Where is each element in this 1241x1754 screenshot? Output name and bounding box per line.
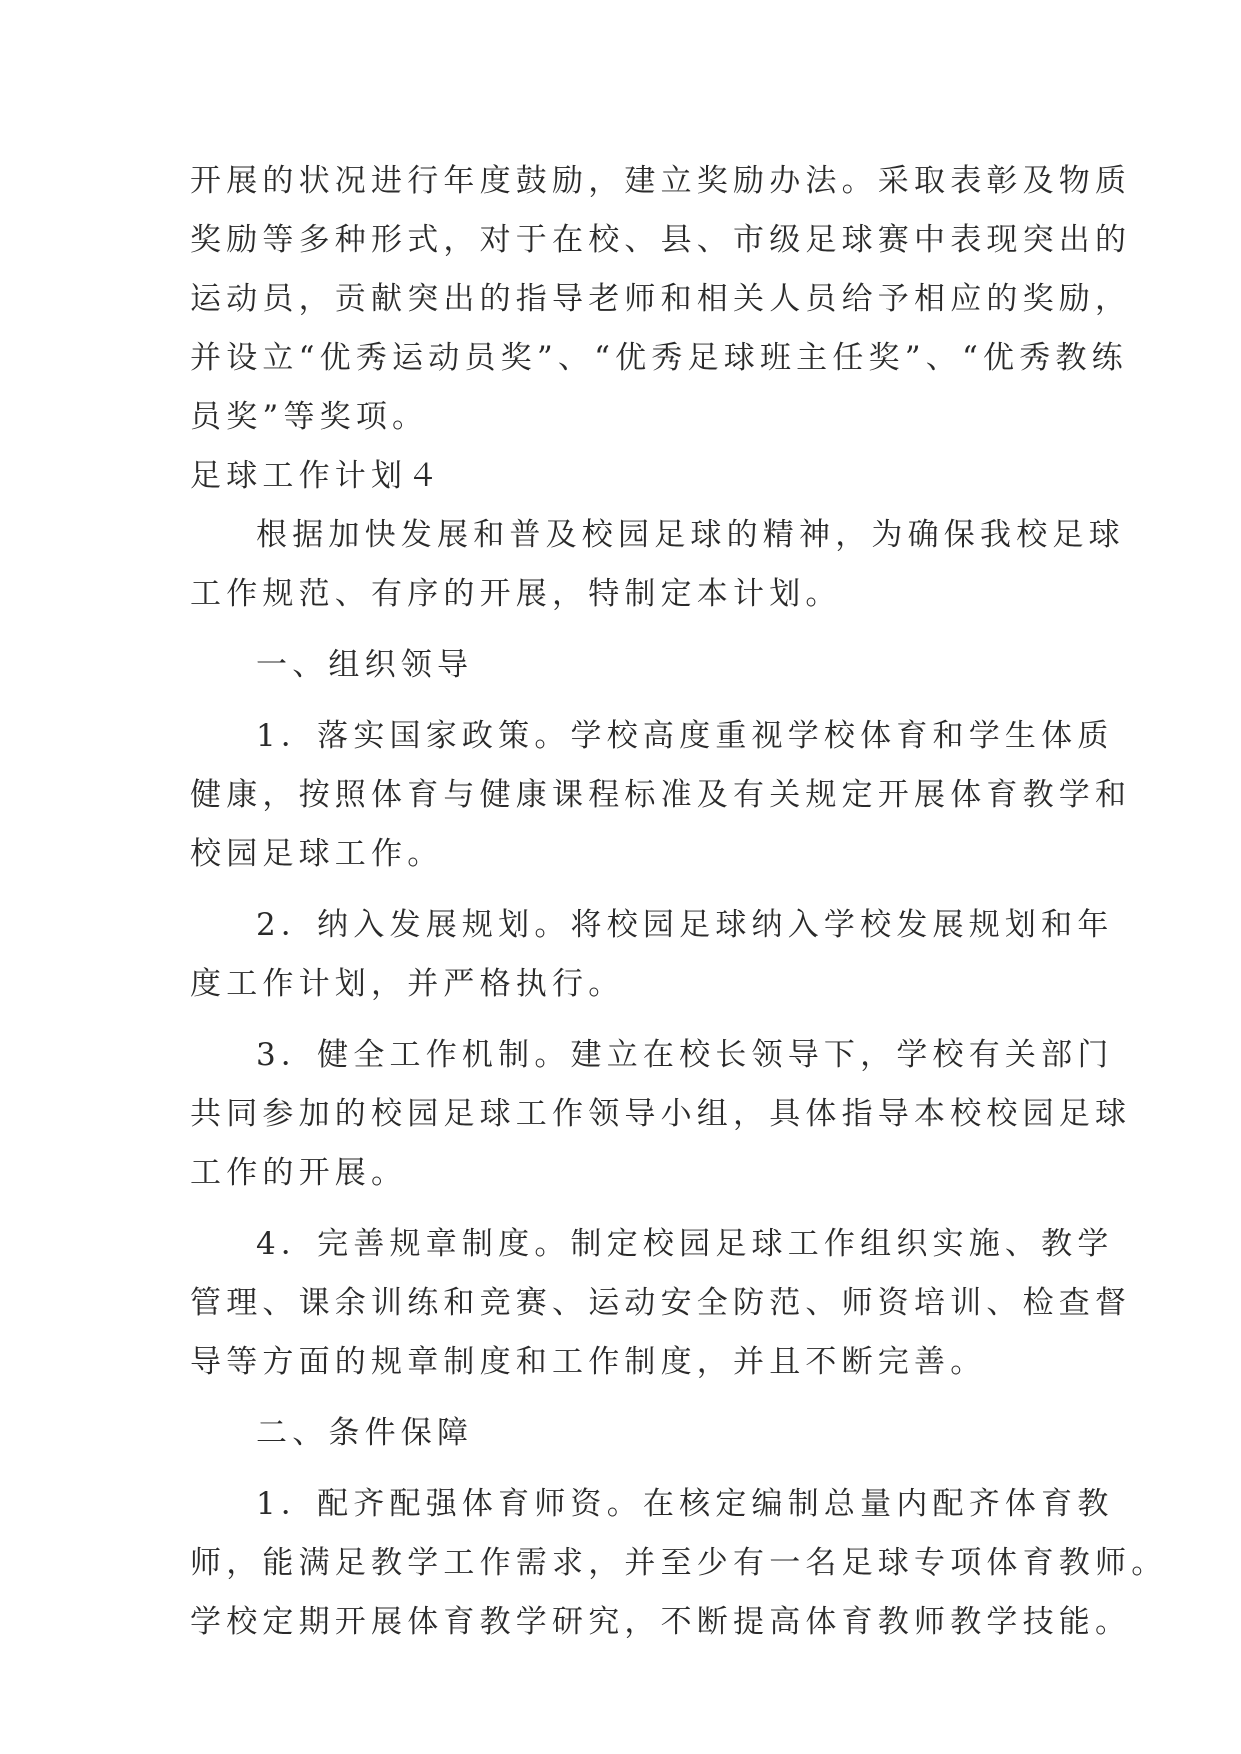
text-line: 3．健全工作机制。建立在校长领导下，学校有关部门: [256, 1037, 1114, 1073]
paragraph-item-4: [190, 1215, 1132, 1392]
paragraph-conditions-item-1: [190, 1475, 1168, 1652]
text-line: 校园足球工作。: [190, 836, 444, 872]
heading-conditions: [190, 1404, 1070, 1463]
section-title: 足球工作计划４: [190, 458, 444, 494]
text-line: 运动员，贡献突出的指导老师和相关人员给予相应的奖励，: [190, 281, 1132, 317]
text-line: 导等方面的规章制度和工作制度，并且不断完善。: [190, 1344, 987, 1380]
document-body: [190, 152, 1168, 1652]
text-line: 学校定期开展体育教学研究，不断提高体育教师教学技能。: [190, 1604, 1132, 1640]
text-line: 工作规范、有序的开展，特制定本计划。: [190, 576, 842, 612]
subheading: 一、组织领导: [256, 647, 474, 683]
paragraph-item-3: [190, 1026, 1132, 1203]
text-line: 员奖”等奖项。: [190, 399, 429, 435]
paragraph-item-2: [190, 896, 1114, 1014]
text-line: 2．纳入发展规划。将校园足球纳入学校发展规划和年: [256, 907, 1114, 943]
text-line: 根据加快发展和普及校园足球的精神，为确保我校足球: [256, 517, 1125, 553]
text-line: 共同参加的校园足球工作领导小组，具体指导本校校园足球: [190, 1096, 1132, 1132]
paragraph-item-1: [190, 707, 1132, 884]
text-line: 师，能满足教学工作需求，并至少有一名足球专项体育教师。: [190, 1545, 1168, 1581]
heading-organization: [190, 636, 1070, 695]
text-line: 健康，按照体育与健康课程标准及有关规定开展体育教学和: [190, 777, 1132, 813]
text-line: 并设立“优秀运动员奖”、“优秀足球班主任奖”、“优秀教练: [190, 340, 1128, 376]
text-line: 管理、课余训练和竞赛、运动安全防范、师资培训、检查督: [190, 1285, 1132, 1321]
text-line: 奖励等多种形式，对于在校、县、市级足球赛中表现突出的: [190, 222, 1132, 258]
text-line: 4．完善规章制度。制定校园足球工作组织实施、教学: [256, 1226, 1114, 1262]
text-line: 度工作计划，并严格执行。: [190, 966, 625, 1002]
paragraph-intro: [190, 506, 1125, 624]
text-line: 开展的状况进行年度鼓励，建立奖励办法。采取表彰及物质: [190, 163, 1132, 199]
subheading: 二、条件保障: [256, 1415, 474, 1451]
text-line: 1．落实国家政策。学校高度重视学校体育和学生体质: [256, 718, 1114, 754]
paragraph-awards-continued: [190, 152, 1132, 447]
text-line: 1．配齐配强体育师资。在核定编制总量内配齐体育教: [256, 1486, 1114, 1522]
text-line: 工作的开展。: [190, 1155, 408, 1191]
